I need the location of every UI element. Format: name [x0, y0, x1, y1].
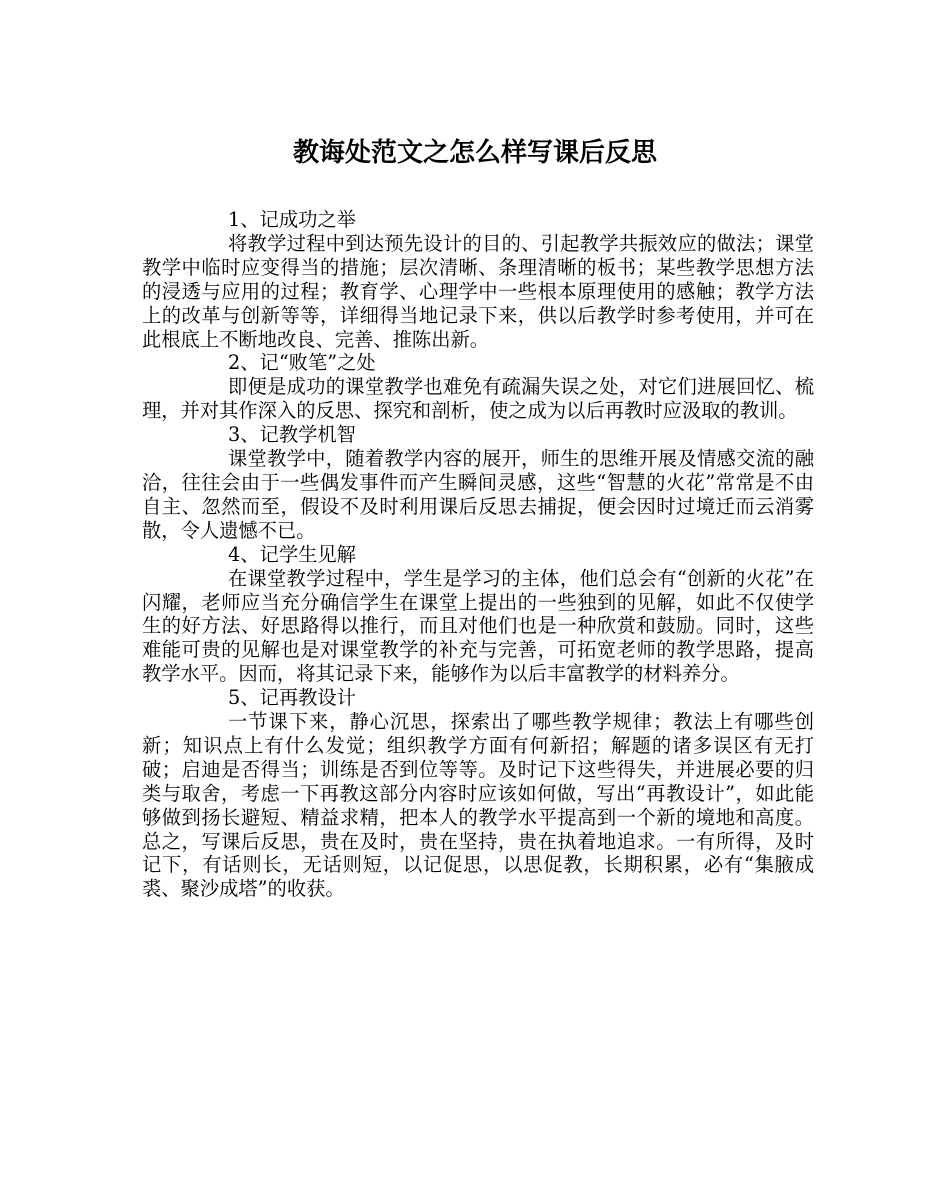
section-paragraph: 在课堂教学过程中，学生是学习的主体，他们总会有“创新的火花”在闪耀，老师应当充分确信学生在课堂上提出的一些独到的见解，如此不仅使学生的好方法、好思路得以推行，而且对他们也是一种欣赏和鼓励。同时，这些难能可贵的见解也是对课堂教学的补充与完善，可拓宽老师的教学思路，提高教学水平。因而，将其记录下来，能够作为以后丰富教学的材料养分。	[142, 566, 814, 686]
section-heading: 3、记教学机智	[228, 423, 356, 447]
section-heading: 5、记再教设计	[228, 686, 356, 710]
section-paragraph: 一节课下来，静心沉思，探索出了哪些教学规律；教法上有哪些创新；知识点上有什么发觉；组织教学方面有何新招；解题的诸多误区有无打破；启迪是否得当；训练是否到位等等。及时记下这些得失，并进展必要的归类与取舍，考虑一下再教这部分内容时应该如何做，写出“再教设计”，如此能够做到扬长避短、精益求精，把本人的教学水平提高到一个新的境地和高度。总之，写课后反思，贵在及时，贵在坚持，贵在执着地追求。一有所得，及时记下，有话则长，无话则短，以记促思，以思促教，长期积累，必有“集腋成裘、聚沙成塔”的收获。	[142, 710, 814, 901]
section-heading: 2、记“败笔”之处	[228, 351, 376, 375]
section-2	[142, 351, 814, 423]
section-5	[142, 686, 814, 901]
document-title: 教诲处范文之怎么样写课后反思	[292, 138, 657, 168]
section-paragraph: 即便是成功的课堂教学也难免有疏漏失误之处，对它们进展回忆、梳理，并对其作深入的反思、探究和剖析，使之成为以后再教时应汲取的教训。	[142, 375, 814, 423]
section-4	[142, 543, 814, 686]
document-body	[142, 208, 814, 901]
section-paragraph: 将教学过程中到达预先设计的目的、引起教学共振效应的做法；课堂教学中临时应变得当的措施；层次清晰、条理清晰的板书；某些教学思想方法的浸透与应用的过程；教育学、心理学中一些根本原理使用的感触；教学方法上的改革与创新等等，详细得当地记录下来，供以后教学时参考使用，并可在此根底上不断地改良、完善、推陈出新。	[142, 231, 814, 351]
section-paragraph: 课堂教学中，随着教学内容的展开，师生的思维开展及情感交流的融洽，往往会由于一些偶发事件而产生瞬间灵感，这些“智慧的火花”常常是不由自主、忽然而至，假设不及时利用课后反思去捕捉，便会因时过境迁而云消雾散，令人遗憾不已。	[142, 447, 814, 542]
section-1	[142, 208, 814, 351]
section-heading: 4、记学生见解	[228, 542, 356, 566]
section-3	[142, 423, 814, 543]
section-heading: 1、记成功之举	[228, 208, 356, 231]
